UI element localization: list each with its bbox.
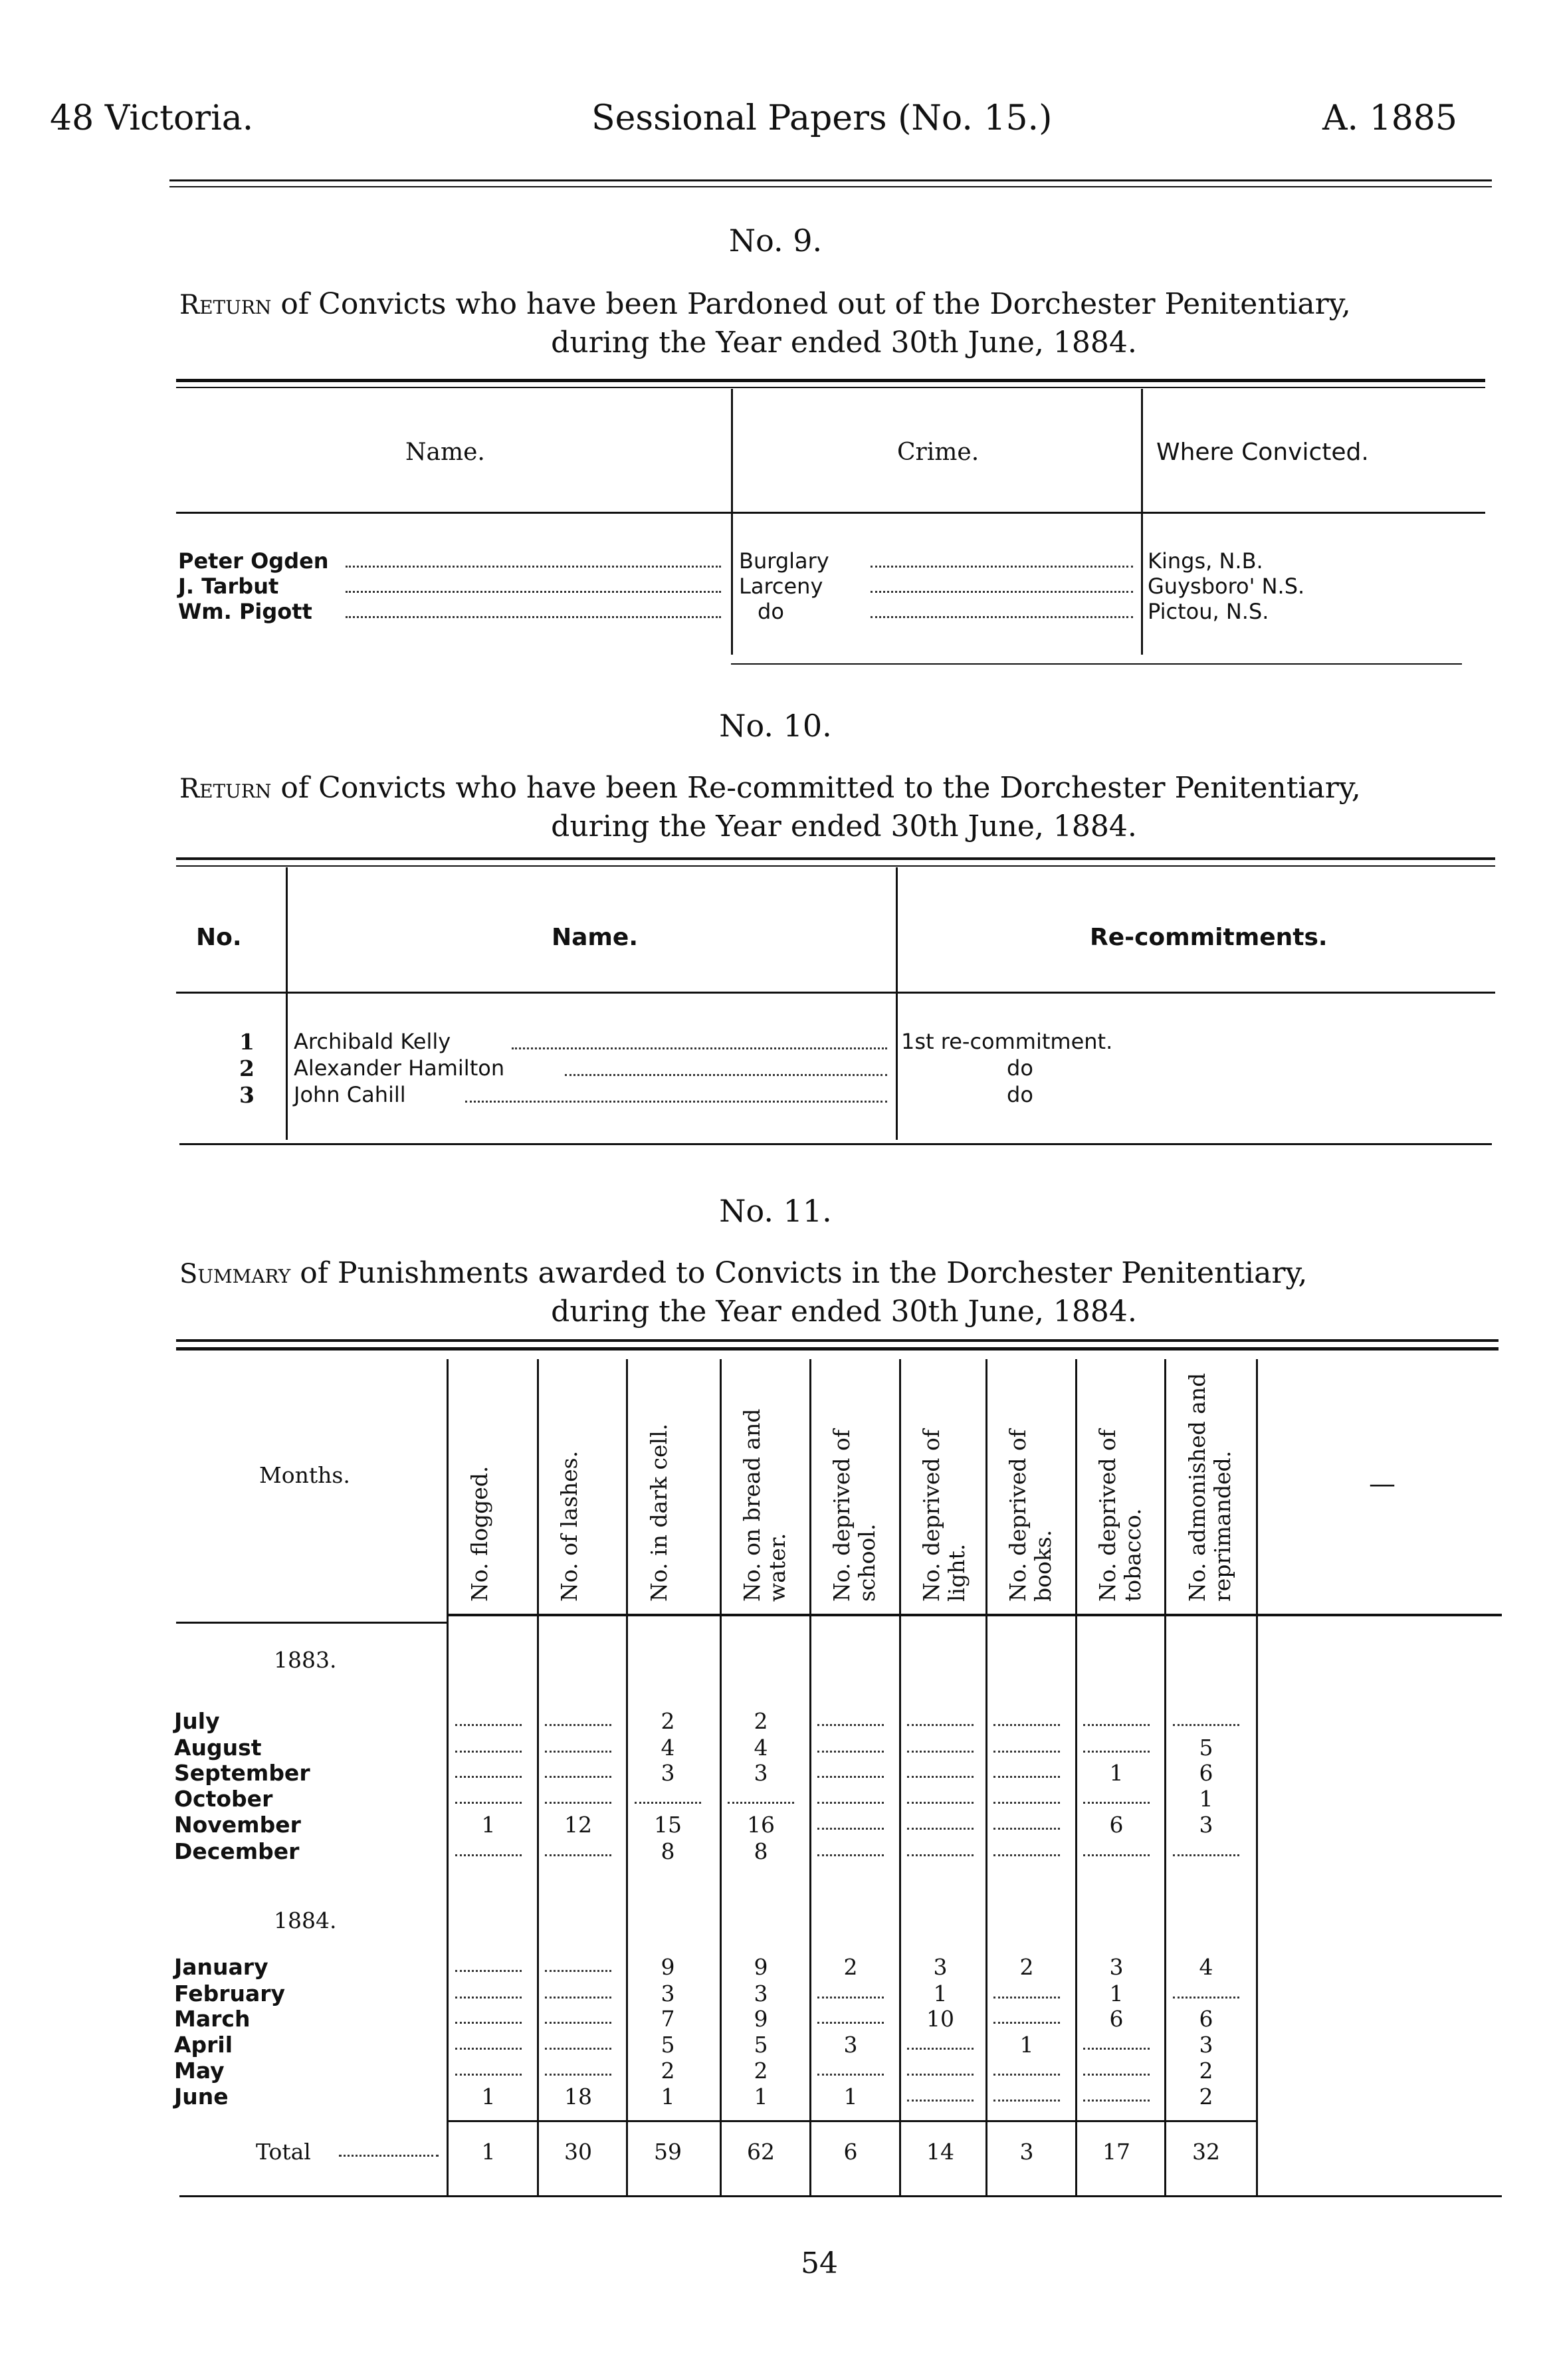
- section-9-row-where: Kings, N.B.: [1148, 548, 1263, 574]
- section-11-total-rule: [447, 2120, 1256, 2122]
- section-11-cell-empty: [1173, 1724, 1239, 1726]
- section-9-row-name: J. Tarbut: [178, 574, 279, 599]
- section-11-cell: 2: [661, 1708, 675, 1734]
- section-10-title: [179, 770, 1508, 808]
- section-11-cell: 5: [754, 2032, 768, 2058]
- section-11-total-cell: 30: [564, 2139, 592, 2165]
- section-11-cell: 3: [1199, 1812, 1213, 1838]
- section-11-cell-empty: [907, 1776, 974, 1778]
- section-10-head-rule: [176, 992, 1495, 994]
- section-11-cell: 2: [754, 2058, 768, 2084]
- section-11-cell-empty: [907, 1828, 974, 1830]
- section-11-cell: 5: [1199, 1735, 1213, 1761]
- section-9-title: [179, 286, 1508, 324]
- section-10-row-name: John Cahill: [294, 1082, 406, 1107]
- section-10-row-rec: 1st re-commitment.: [901, 1029, 1113, 1054]
- section-11-cell: 5: [661, 2032, 675, 2058]
- section-11-total-cell: 32: [1192, 2139, 1220, 2165]
- section-11-cell-empty: [455, 1970, 522, 1972]
- section-11-cell: 10: [926, 2006, 954, 2032]
- section-11-cell: 1: [661, 2084, 675, 2110]
- section-11-cell: 3: [754, 1981, 768, 2006]
- section-9-row-crime: Larceny: [739, 574, 823, 599]
- section-10-row-leader: [465, 1101, 887, 1103]
- section-10-row-name: Alexander Hamilton: [294, 1055, 505, 1081]
- section-11-cell-empty: [545, 1751, 611, 1753]
- section-11-cell-empty: [545, 1997, 611, 1999]
- section-10-title-line2: during the Year ended 30th June, 1884.: [551, 810, 1137, 843]
- section-10-row-leader: [512, 1047, 887, 1049]
- section-11-cell-empty: [545, 2048, 611, 2050]
- section-11-cell: 1: [1019, 2032, 1034, 2058]
- section-11-cell: 1: [1199, 1786, 1213, 1812]
- section-11-cell: 12: [564, 1812, 592, 1838]
- section-11-bottom-rule: [179, 2195, 1502, 2197]
- section-11-cell-empty: [993, 1854, 1060, 1856]
- section-11-month-label: March: [174, 2006, 251, 2032]
- section-11-col-header: No. deprived of books.: [1005, 1429, 1056, 1602]
- section-11-cell-empty: [455, 1997, 522, 1999]
- section-11-cell-empty: [1083, 1854, 1150, 1856]
- section-10-vline-1: [286, 867, 288, 1140]
- section-11-cell: 18: [564, 2084, 592, 2110]
- section-9-row-where: Pictou, N.S.: [1148, 599, 1269, 624]
- section-11-vline: [537, 1359, 539, 2197]
- section-11-title-lead: Summary: [179, 1259, 291, 1289]
- section-11-cell: 2: [1199, 2058, 1213, 2084]
- section-11-month-label: June: [174, 2084, 229, 2110]
- section-11-cell: 3: [661, 1760, 675, 1786]
- section-11-cell: 15: [654, 1812, 682, 1838]
- section-9-head-rule: [176, 512, 1485, 514]
- section-11-year-1884: 1884.: [274, 1907, 337, 1933]
- section-9-title-line2: during the Year ended 30th June, 1884.: [551, 326, 1137, 360]
- section-11-cell: 6: [1199, 1760, 1213, 1786]
- section-11-cell-empty: [993, 2100, 1060, 2102]
- section-11-cell-empty: [455, 1724, 522, 1726]
- section-10-row-no: 3: [239, 1082, 255, 1108]
- section-11-cell: 2: [754, 1708, 768, 1734]
- section-11-total-cell: 6: [843, 2139, 858, 2165]
- section-11-number: No. 11.: [719, 1193, 832, 1229]
- section-11-cell-empty: [1083, 2100, 1150, 2102]
- section-9-vline-2: [1141, 389, 1143, 655]
- section-11-title-line2: during the Year ended 30th June, 1884.: [551, 1295, 1137, 1329]
- section-10-row-name: Archibald Kelly: [294, 1029, 451, 1054]
- section-10-top-rule-2: [176, 865, 1495, 867]
- section-11-cell-empty: [545, 1854, 611, 1856]
- section-11-year-1883: 1883.: [274, 1647, 337, 1673]
- section-11-cell-empty: [817, 1776, 884, 1778]
- section-11-total-cell: 17: [1102, 2139, 1130, 2165]
- section-11-col-header: No. in dark cell.: [646, 1423, 672, 1602]
- section-11-title-text: of Punishments awarded to Convicts in the Dorchester Penitentiary,: [300, 1256, 1308, 1290]
- section-9-row-leader: [346, 616, 721, 618]
- section-10-number: No. 10.: [719, 708, 832, 744]
- section-11-cell-empty: [545, 1970, 611, 1972]
- section-11-month-label: January: [174, 1954, 268, 1980]
- section-11-cell: 4: [661, 1735, 675, 1761]
- section-11-cell-empty: [545, 2022, 611, 2024]
- section-11-cell-empty: [1083, 2048, 1150, 2050]
- section-10-bottom-rule: [179, 1143, 1492, 1145]
- section-11-cell: 3: [661, 1981, 675, 2006]
- section-11-cell: 3: [933, 1954, 948, 1980]
- section-11-month-label: December: [174, 1838, 300, 1864]
- section-10-title-text: of Convicts who have been Re-committed to the Dorchester Penitentiary,: [280, 771, 1361, 805]
- section-11-cell: 1: [933, 1981, 948, 2006]
- section-10-top-rule: [176, 857, 1495, 860]
- section-10-row-no: 1: [239, 1029, 255, 1055]
- section-11-cell-empty: [993, 2022, 1060, 2024]
- section-11-cell-empty: [455, 2074, 522, 2076]
- section-11-vline: [809, 1359, 811, 2197]
- section-11-cell-empty: [1173, 1854, 1239, 1856]
- section-11-cell-empty: [993, 1776, 1060, 1778]
- section-11-month-label: May: [174, 2058, 225, 2084]
- section-11-cell: 3: [754, 1760, 768, 1786]
- section-11-col-header: No. deprived of school.: [829, 1429, 880, 1602]
- section-11-cell-empty: [455, 1802, 522, 1804]
- section-11-cell: 1: [481, 1812, 496, 1838]
- section-9-row-crime: Burglary: [739, 548, 829, 574]
- section-10-col-name: Name.: [552, 924, 639, 951]
- section-11-cell-empty: [545, 1724, 611, 1726]
- header-rule-2: [169, 186, 1492, 187]
- section-11-cell-empty: [907, 1724, 974, 1726]
- section-9-number: No. 9.: [728, 223, 823, 259]
- section-11-vline: [899, 1359, 901, 2197]
- section-11-cell-empty: [907, 1854, 974, 1856]
- section-11-cell-empty: [817, 1802, 884, 1804]
- section-11-dash: —: [1369, 1469, 1396, 1499]
- section-11-month-label: July: [174, 1708, 220, 1734]
- section-11-cell: 1: [843, 2084, 858, 2110]
- section-11-cell: 1: [1109, 1981, 1124, 2006]
- section-11-cell-empty: [455, 2022, 522, 2024]
- section-9-bottom-rule: [731, 663, 1462, 665]
- section-11-vline: [447, 1359, 449, 2197]
- section-11-cell-empty: [907, 1751, 974, 1753]
- section-11-total-cell: 1: [481, 2139, 496, 2165]
- section-11-cell-empty: [545, 1802, 611, 1804]
- section-11-month-label: September: [174, 1760, 310, 1786]
- section-11-vline: [985, 1359, 987, 2197]
- section-11-cell-empty: [635, 1802, 701, 1804]
- section-11-top-rule: [176, 1339, 1499, 1342]
- section-11-cell-empty: [993, 1724, 1060, 1726]
- section-11-cell-empty: [545, 1776, 611, 1778]
- section-11-cell: 1: [1109, 1760, 1124, 1786]
- section-11-cell-empty: [993, 1802, 1060, 1804]
- section-11-head-rule-left: [176, 1622, 447, 1624]
- section-11-months-label: Months.: [259, 1462, 350, 1488]
- section-11-total-cell: 62: [747, 2139, 775, 2165]
- section-11-cell-empty: [455, 2048, 522, 2050]
- section-11-cell-empty: [455, 1854, 522, 1856]
- section-11-cell-empty: [817, 2074, 884, 2076]
- section-11-cell: 9: [754, 1954, 768, 1980]
- section-9-row-name: Wm. Pigott: [178, 599, 312, 624]
- section-9-row-leader-2: [871, 566, 1133, 568]
- section-10-col-no: No.: [196, 924, 242, 951]
- section-11-total-label: Total: [256, 2139, 311, 2165]
- section-11-title: [179, 1255, 1508, 1293]
- section-11-cell-empty: [455, 1776, 522, 1778]
- header-rule: [169, 179, 1492, 181]
- section-11-cell-empty: [1083, 1751, 1150, 1753]
- header-center: Sessional Papers (No. 15.): [591, 98, 1053, 138]
- section-11-col-header: No. admonished and reprimanded.: [1184, 1372, 1235, 1602]
- header-left: 48 Victoria.: [50, 98, 254, 138]
- section-9-col-name: Name.: [405, 439, 485, 466]
- section-11-cell-empty: [817, 1751, 884, 1753]
- section-11-cell: 4: [1199, 1954, 1213, 1980]
- section-11-cell-empty: [817, 1724, 884, 1726]
- section-11-cell-empty: [728, 1802, 794, 1804]
- section-10-vline-2: [896, 867, 898, 1140]
- section-11-total-cell: 59: [654, 2139, 682, 2165]
- section-11-cell-empty: [1173, 1997, 1239, 1999]
- section-11-cell: 7: [661, 2006, 675, 2032]
- section-11-cell: 6: [1199, 2006, 1213, 2032]
- section-11-total-cell: 3: [1019, 2139, 1034, 2165]
- section-11-cell-empty: [817, 2022, 884, 2024]
- section-11-cell: 2: [843, 1954, 858, 1980]
- page-number: 54: [801, 2246, 838, 2280]
- section-11-top-rule-2: [176, 1347, 1499, 1351]
- section-11-cell-empty: [455, 1751, 522, 1753]
- section-10-title-lead: Return: [179, 774, 272, 804]
- section-11-vline: [1256, 1359, 1258, 2197]
- header-right: A. 1885: [1322, 98, 1457, 138]
- section-10-row-rec: do: [1007, 1055, 1033, 1081]
- section-9-title-lead: Return: [179, 290, 272, 320]
- section-9-row-crime: do: [758, 599, 784, 624]
- section-11-cell: 1: [481, 2084, 496, 2110]
- section-10-row-rec: do: [1007, 1082, 1033, 1107]
- section-9-row-leader: [346, 591, 721, 593]
- section-11-cell: 2: [1019, 1954, 1034, 1980]
- section-10-row-no: 2: [239, 1055, 255, 1081]
- section-11-col-header: No. on bread and water.: [739, 1408, 790, 1602]
- section-10-col-recommitments: Re-commitments.: [1090, 924, 1328, 951]
- section-11-cell-empty: [993, 1997, 1060, 1999]
- section-9-top-rule: [176, 379, 1485, 382]
- section-11-col-header: No. flogged.: [466, 1465, 492, 1602]
- section-10-row-leader: [565, 1074, 887, 1076]
- section-9-title-text: of Convicts who have been Pardoned out of the Dorchester Penitentiary,: [280, 287, 1351, 321]
- section-11-head-rule: [447, 1614, 1502, 1616]
- section-11-cell: 2: [1199, 2084, 1213, 2110]
- section-9-row-leader-2: [871, 616, 1133, 618]
- section-11-cell-empty: [817, 1828, 884, 1830]
- section-11-month-label: August: [174, 1735, 262, 1761]
- section-11-cell: 3: [843, 2032, 858, 2058]
- section-9-col-where: Where Convicted.: [1156, 439, 1369, 466]
- section-11-cell: 9: [754, 2006, 768, 2032]
- section-11-month-label: April: [174, 2032, 233, 2058]
- section-11-cell-empty: [1083, 1724, 1150, 1726]
- section-11-cell: 3: [1199, 2032, 1213, 2058]
- section-11-cell-empty: [907, 2074, 974, 2076]
- section-11-cell-empty: [1083, 1802, 1150, 1804]
- section-11-cell-empty: [1083, 2074, 1150, 2076]
- section-11-cell: 8: [661, 1838, 675, 1864]
- section-11-cell-empty: [907, 2100, 974, 2102]
- section-11-cell-empty: [993, 2074, 1060, 2076]
- section-11-col-header: No. deprived of tobacco.: [1094, 1429, 1146, 1602]
- section-11-cell-empty: [907, 2048, 974, 2050]
- section-11-cell: 6: [1109, 1812, 1124, 1838]
- section-11-total-leader: [339, 2155, 439, 2157]
- section-9-row-leader-2: [871, 591, 1133, 593]
- section-11-cell: 9: [661, 1954, 675, 1980]
- section-11-cell-empty: [993, 1828, 1060, 1830]
- section-9-row-leader: [346, 566, 721, 568]
- section-9-vline-1: [731, 389, 733, 655]
- section-11-cell-empty: [817, 1854, 884, 1856]
- section-11-col-header: No. of lashes.: [556, 1450, 582, 1602]
- section-11-cell: 6: [1109, 2006, 1124, 2032]
- section-11-month-label: October: [174, 1786, 273, 1812]
- section-11-cell: 8: [754, 1838, 768, 1864]
- section-9-row-where: Guysboro' N.S.: [1148, 574, 1305, 599]
- section-11-cell-empty: [907, 1802, 974, 1804]
- section-11-cell: 2: [661, 2058, 675, 2084]
- section-11-cell: 1: [754, 2084, 768, 2110]
- section-11-cell-empty: [993, 1751, 1060, 1753]
- section-11-col-header: No. deprived of light.: [918, 1429, 970, 1602]
- section-9-col-crime: Crime.: [897, 439, 980, 466]
- section-11-cell-empty: [545, 2074, 611, 2076]
- section-11-cell: 4: [754, 1735, 768, 1761]
- section-11-total-cell: 14: [926, 2139, 954, 2165]
- section-11-month-label: February: [174, 1981, 286, 2006]
- section-11-cell-empty: [817, 1997, 884, 1999]
- section-11-cell: 16: [747, 1812, 775, 1838]
- section-11-month-label: November: [174, 1812, 301, 1838]
- section-11-cell: 3: [1109, 1954, 1124, 1980]
- section-9-row-name: Peter Ogden: [178, 548, 329, 574]
- section-9-top-rule-2: [176, 387, 1485, 388]
